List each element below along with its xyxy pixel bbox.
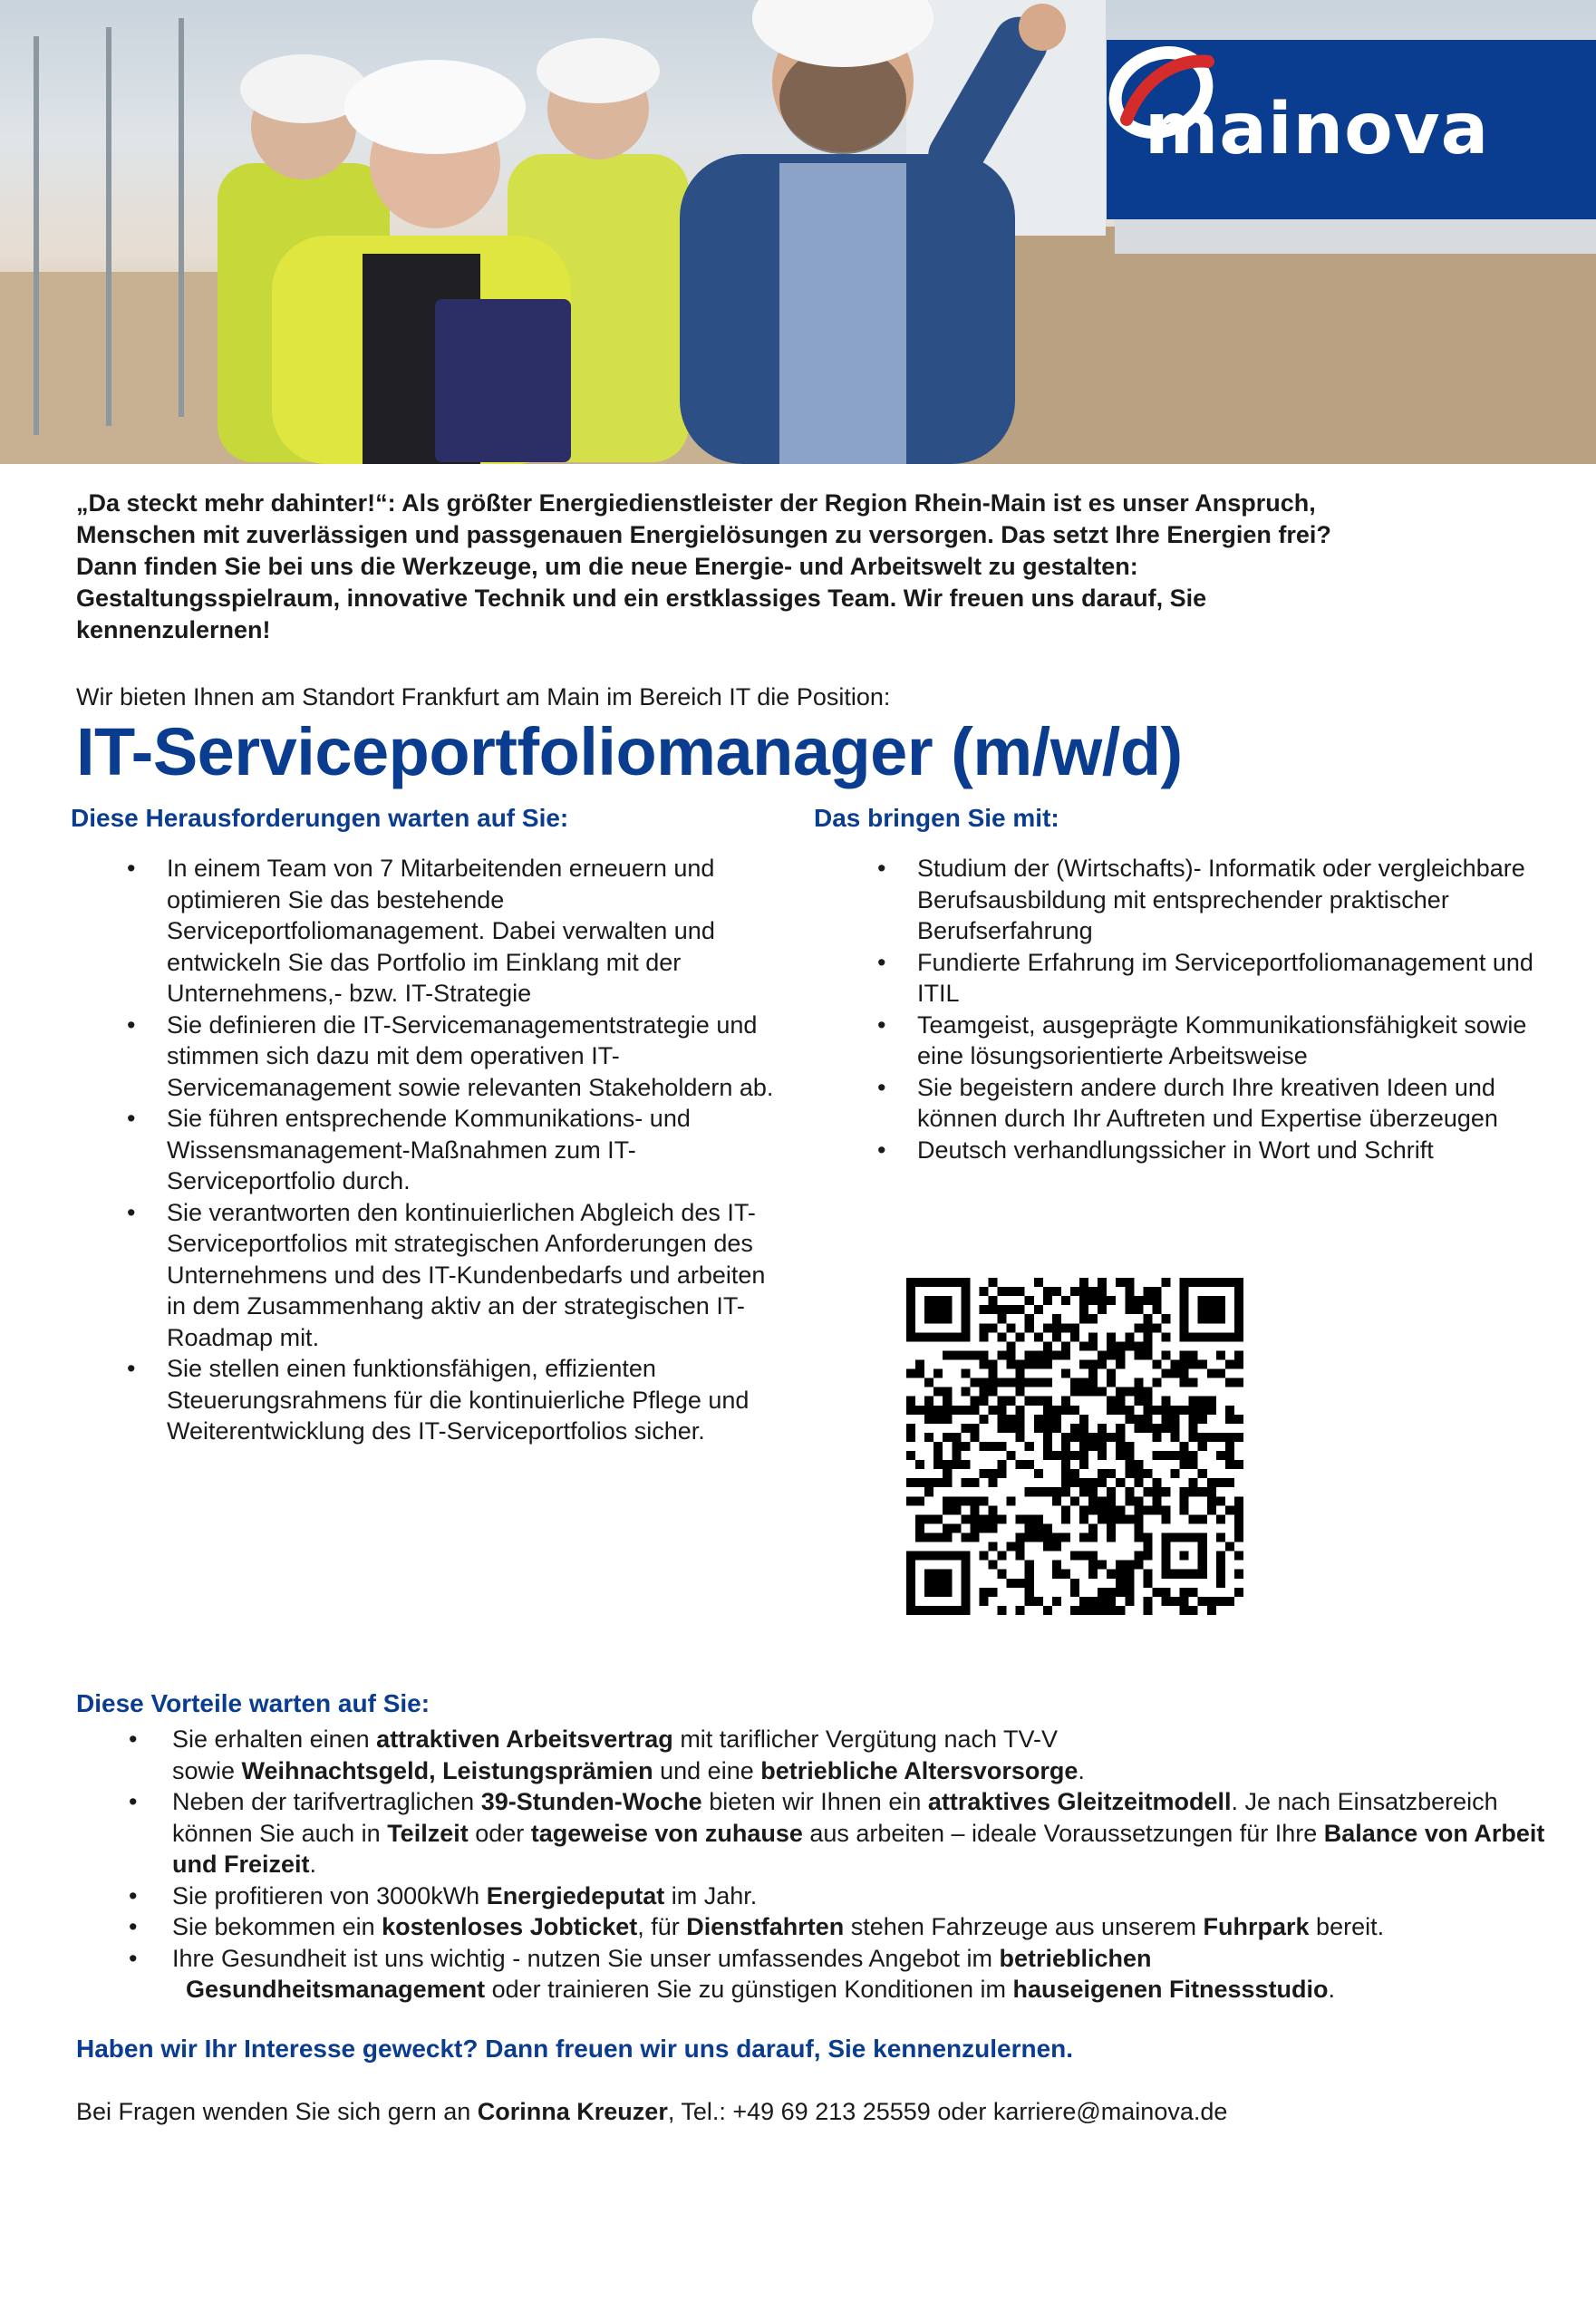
contact-prefix: Bei Fragen wenden Sie sich gern an: [76, 2098, 478, 2125]
brand-logo: [1107, 40, 1596, 219]
benefit-text: . Je nach Einsatzbereich können Sie auch in: [172, 1788, 1498, 1847]
call-to-action: Haben wir Ihr Interesse geweckt? Dann freuen wir uns darauf, Sie kennenzulernen.: [76, 2035, 1074, 2063]
benefit-highlight: Teilzeit: [387, 1819, 469, 1847]
list-item: [76, 1911, 1562, 1943]
hero-photo: [0, 0, 1596, 464]
benefit-highlight: Dienstfahrten: [686, 1913, 845, 1940]
benefit-text: .: [1328, 1976, 1336, 2003]
benefits-section: [76, 1687, 1562, 2006]
list-item: • Sie definieren die IT-Servicemanagementstrategie und stimmen sich dazu mit dem operativen IT-Servicemanagement sowie relevanten Stakeholdern ab.: [71, 1010, 787, 1104]
list-item: • In einem Team von 7 Mitarbeitenden erneuern und optimieren Sie das bestehende Serviceportfoliomanagement. Dabei verwalten und entwickeln Sie das Portfolio im Einklang mit der Unternehmens,- bzw. IT-Strategie: [71, 853, 787, 1010]
benefit-highlight: hauseigenen Fitnessstudio: [1012, 1976, 1329, 2003]
benefits-heading: Diese Vorteile warten auf Sie:: [76, 1689, 430, 1717]
benefit-text: , für: [637, 1913, 687, 1940]
challenges-section: [71, 802, 787, 1447]
benefit-text: Sie erhalten einen: [172, 1726, 377, 1753]
list-item: [76, 1724, 1562, 1786]
benefit-text: bereit.: [1309, 1913, 1385, 1940]
requirements-list: [814, 853, 1557, 1165]
benefit-highlight: betrieblichen: [999, 1944, 1152, 1972]
contact-details[interactable]: , Tel.: +49 69 213 25559 oder karriere@mainova.de: [667, 2098, 1228, 2125]
list-item: • Sie begeistern andere durch Ihre kreativen Ideen und können durch Ihr Auftreten und Expertise überzeugen: [814, 1072, 1557, 1135]
job-title: IT-Serviceportfoliomanager (m/w/d): [76, 714, 1183, 789]
qr-code[interactable]: [906, 1278, 1243, 1615]
challenges-list: [71, 853, 787, 1447]
benefit-text: bieten wir Ihnen ein: [701, 1788, 928, 1815]
benefit-text: sowie: [172, 1756, 242, 1784]
benefit-text: Ihre Gesundheit ist uns wichtig - nutzen Sie unser umfassendes Angebot im: [172, 1944, 1000, 1972]
benefit-highlight: attraktives Gleitzeitmodell: [927, 1788, 1232, 1815]
intro-section: [76, 488, 1526, 789]
brand-name: mainova: [1145, 89, 1490, 170]
position-lead: Wir bieten Ihnen am Standort Frankfurt am Main im Bereich IT die Position:: [76, 683, 891, 710]
list-item: • Sie stellen einen funktionsfähigen, effizienten Steuerungsrahmens für die kontinuierliche Pflege und Weiterentwicklung des IT-Serviceportfolios sicher.: [71, 1353, 787, 1447]
mainova-logo-icon: [1107, 40, 1217, 140]
list-item: • Fundierte Erfahrung im Serviceportfoliomanagement und ITIL: [814, 947, 1557, 1010]
list-item: • Deutsch verhandlungssicher in Wort und Schrift: [814, 1135, 1557, 1166]
contact-name: Corinna Kreuzer: [477, 2098, 668, 2125]
benefit-highlight: Gesundheitsmanagement: [186, 1976, 486, 2003]
benefit-highlight: attraktiven Arbeitsvertrag: [376, 1726, 673, 1753]
benefit-text: stehen Fahrzeuge aus unserem: [844, 1913, 1204, 1940]
list-item: • Sie verantworten den kontinuierlichen Abgleich des IT-Serviceportfolios mit strategischen Anforderungen des Unternehmens und des IT-Kundenbedarfs und arbeiten in dem Zusammenhang aktiv an der strategischen IT-Roadmap mit.: [71, 1197, 787, 1354]
list-item: • Teamgeist, ausgeprägte Kommunikationsfähigkeit sowie eine lösungsorientierte Arbeitsweise: [814, 1010, 1557, 1072]
benefit-highlight: Fuhrpark: [1203, 1913, 1310, 1940]
challenges-heading: Diese Herausforderungen warten auf Sie:: [71, 804, 569, 832]
benefit-text: mit tariflicher Vergütung nach TV-V: [672, 1726, 1059, 1753]
benefit-text: Sie bekommen ein: [172, 1913, 382, 1940]
benefit-highlight: Energiedeputat: [486, 1881, 665, 1909]
benefit-text: Sie profitieren von 3000kWh: [172, 1881, 487, 1909]
benefit-text: .: [1078, 1756, 1085, 1784]
benefit-text: Neben der tarifvertraglichen: [172, 1788, 481, 1815]
list-item: [76, 1943, 1562, 2006]
contact-line: [76, 2096, 1227, 2128]
list-item: [76, 1786, 1562, 1880]
list-item: • Sie führen entsprechende Kommunikations- und Wissensmanagement-Maßnahmen zum IT-Serviceportfolio durch.: [71, 1103, 787, 1197]
benefit-text: .: [309, 1851, 317, 1878]
benefit-text: und eine: [653, 1756, 761, 1784]
benefit-text: im Jahr.: [664, 1881, 758, 1909]
intro-paragraph: „Da steckt mehr dahinter!“: Als größter Energiedienstleister der Region Rhein-Main ist es unser Anspruch, Menschen mit zuverlässigen und passgenauen Energielösungen zu versorgen. Das setzt Ihre Energien frei? Dann finden Sie bei uns die Werkzeuge, um die neue Energie- und Arbeitswelt zu gestalten: Gestaltungsspielraum, innovative Technik und ein erstklassiges Team. Wir freuen uns darauf, Sie kennenzulernen!: [76, 489, 1331, 643]
list-item: • Studium der (Wirtschafts)- Informatik oder vergleichbare Berufsausbildung mit entsprechender praktischer Berufserfahrung: [814, 853, 1557, 947]
list-item: [76, 1880, 1562, 1912]
benefit-highlight: betriebliche Altersvorsorge: [760, 1756, 1079, 1784]
requirements-section: [814, 802, 1557, 1165]
benefit-highlight: Balance von Arbeit und Freizeit: [172, 1819, 1545, 1878]
benefit-text: aus arbeiten – ideale Voraussetzungen für Ihre: [802, 1819, 1324, 1847]
benefit-highlight: kostenloses Jobticket: [382, 1913, 638, 1940]
requirements-heading: Das bringen Sie mit:: [814, 804, 1059, 832]
benefit-text: oder: [468, 1819, 531, 1847]
benefit-highlight: 39-Stunden-Woche: [480, 1788, 702, 1815]
benefit-highlight: tageweise von zuhause: [530, 1819, 803, 1847]
benefit-highlight: Weihnachtsgeld, Leistungsprämien: [241, 1756, 653, 1784]
benefits-list: [76, 1724, 1562, 2006]
benefit-text: oder trainieren Sie zu günstigen Konditionen im: [485, 1976, 1013, 2003]
